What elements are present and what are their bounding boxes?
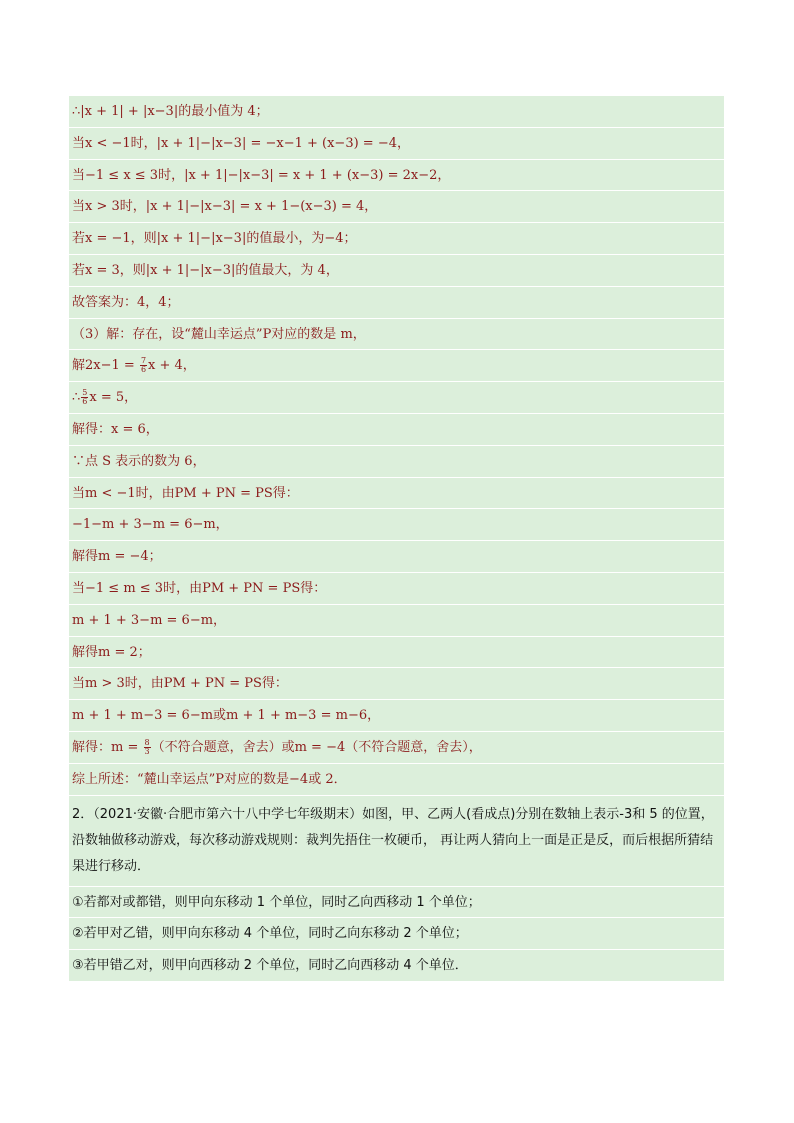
solution-line: 故答案为：4，4； bbox=[69, 287, 724, 319]
solution-line: ∴ $\frac{5}{6}$ x = 5， bbox=[69, 382, 724, 414]
solution-line: 解得：x = 6， bbox=[69, 414, 724, 446]
solution-line: 当−1 ≤ m ≤ 3时，由PM + PN = PS得： bbox=[69, 573, 724, 605]
solution-line: 解得m = −4； bbox=[69, 541, 724, 573]
solution-line: （3）解：存在，设“麓山幸运点”P对应的数是 m， bbox=[69, 319, 724, 351]
solution-line: 解得m = 2； bbox=[69, 637, 724, 669]
solution-line: 解2x−1 = $\frac{7}{6}$ x + 4， bbox=[69, 350, 724, 382]
solution-line: m + 1 + 3−m = 6−m， bbox=[69, 605, 724, 637]
fraction: $\frac{7}{6}$ bbox=[140, 356, 147, 375]
solution-line: 解得：m = $\frac{8}{3}$ （不符合题意，舍去）或m = −4（不符合题意，舍去）， bbox=[69, 732, 724, 764]
solution-line: 若x = 3，则|x + 1|−|x−3|的值最大，为 4， bbox=[69, 255, 724, 287]
solution-line: 综上所述：“麓山幸运点”P对应的数是−4或 2． bbox=[69, 764, 724, 796]
solution-line: ∵点 S 表示的数为 6， bbox=[69, 446, 724, 478]
solution-line: 当x > 3时，|x + 1|−|x−3| = x + 1−(x−3) = 4， bbox=[69, 191, 724, 223]
solution-line: 若x = −1，则|x + 1|−|x−3|的值最小，为−4； bbox=[69, 223, 724, 255]
solution-line: ∴|x + 1| + |x−3|的最小值为 4； bbox=[69, 96, 724, 128]
fraction: $\frac{5}{6}$ bbox=[82, 388, 88, 407]
solution-line: 当x < −1时，|x + 1|−|x−3| = −x−1 + (x−3) = −4， bbox=[69, 128, 724, 160]
solution-line: 当m < −1时，由PM + PN = PS得： bbox=[69, 478, 724, 510]
problem-2-rule: ①若都对或都错，则甲向东移动 1 个单位，同时乙向西移动 1 个单位； bbox=[69, 887, 724, 919]
solution-line: 当m > 3时，由PM + PN = PS得： bbox=[69, 668, 724, 700]
solution-line: −1−m + 3−m = 6−m， bbox=[69, 509, 724, 541]
problem-2-rule: ②若甲对乙错，则甲向东移动 4 个单位，同时乙向东移动 2 个单位； bbox=[69, 918, 724, 950]
solution-line: 当−1 ≤ x ≤ 3时，|x + 1|−|x−3| = x + 1 + (x−3) = 2x−2， bbox=[69, 160, 724, 192]
problem-2-rule: ③若甲错乙对，则甲向西移动 2 个单位，同时乙向西移动 4 个单位． bbox=[69, 950, 724, 982]
solution-panel bbox=[69, 96, 724, 982]
problem-2-statement: 2．（2021·安徽·合肥市第六十八中学七年级期末）如图，甲、乙两人(看成点)分别在数轴上表示-3和 5 的位置，沿数轴做移动游戏，每次移动游戏规则：裁判先捂住一枚硬币， 再让两人猜向上一面是正是反，而后根据所猜结果进行移动． bbox=[69, 796, 724, 887]
fraction: $\frac{8}{3}$ bbox=[144, 737, 150, 756]
solution-line: m + 1 + m−3 = 6−m或m + 1 + m−3 = m−6， bbox=[69, 700, 724, 732]
